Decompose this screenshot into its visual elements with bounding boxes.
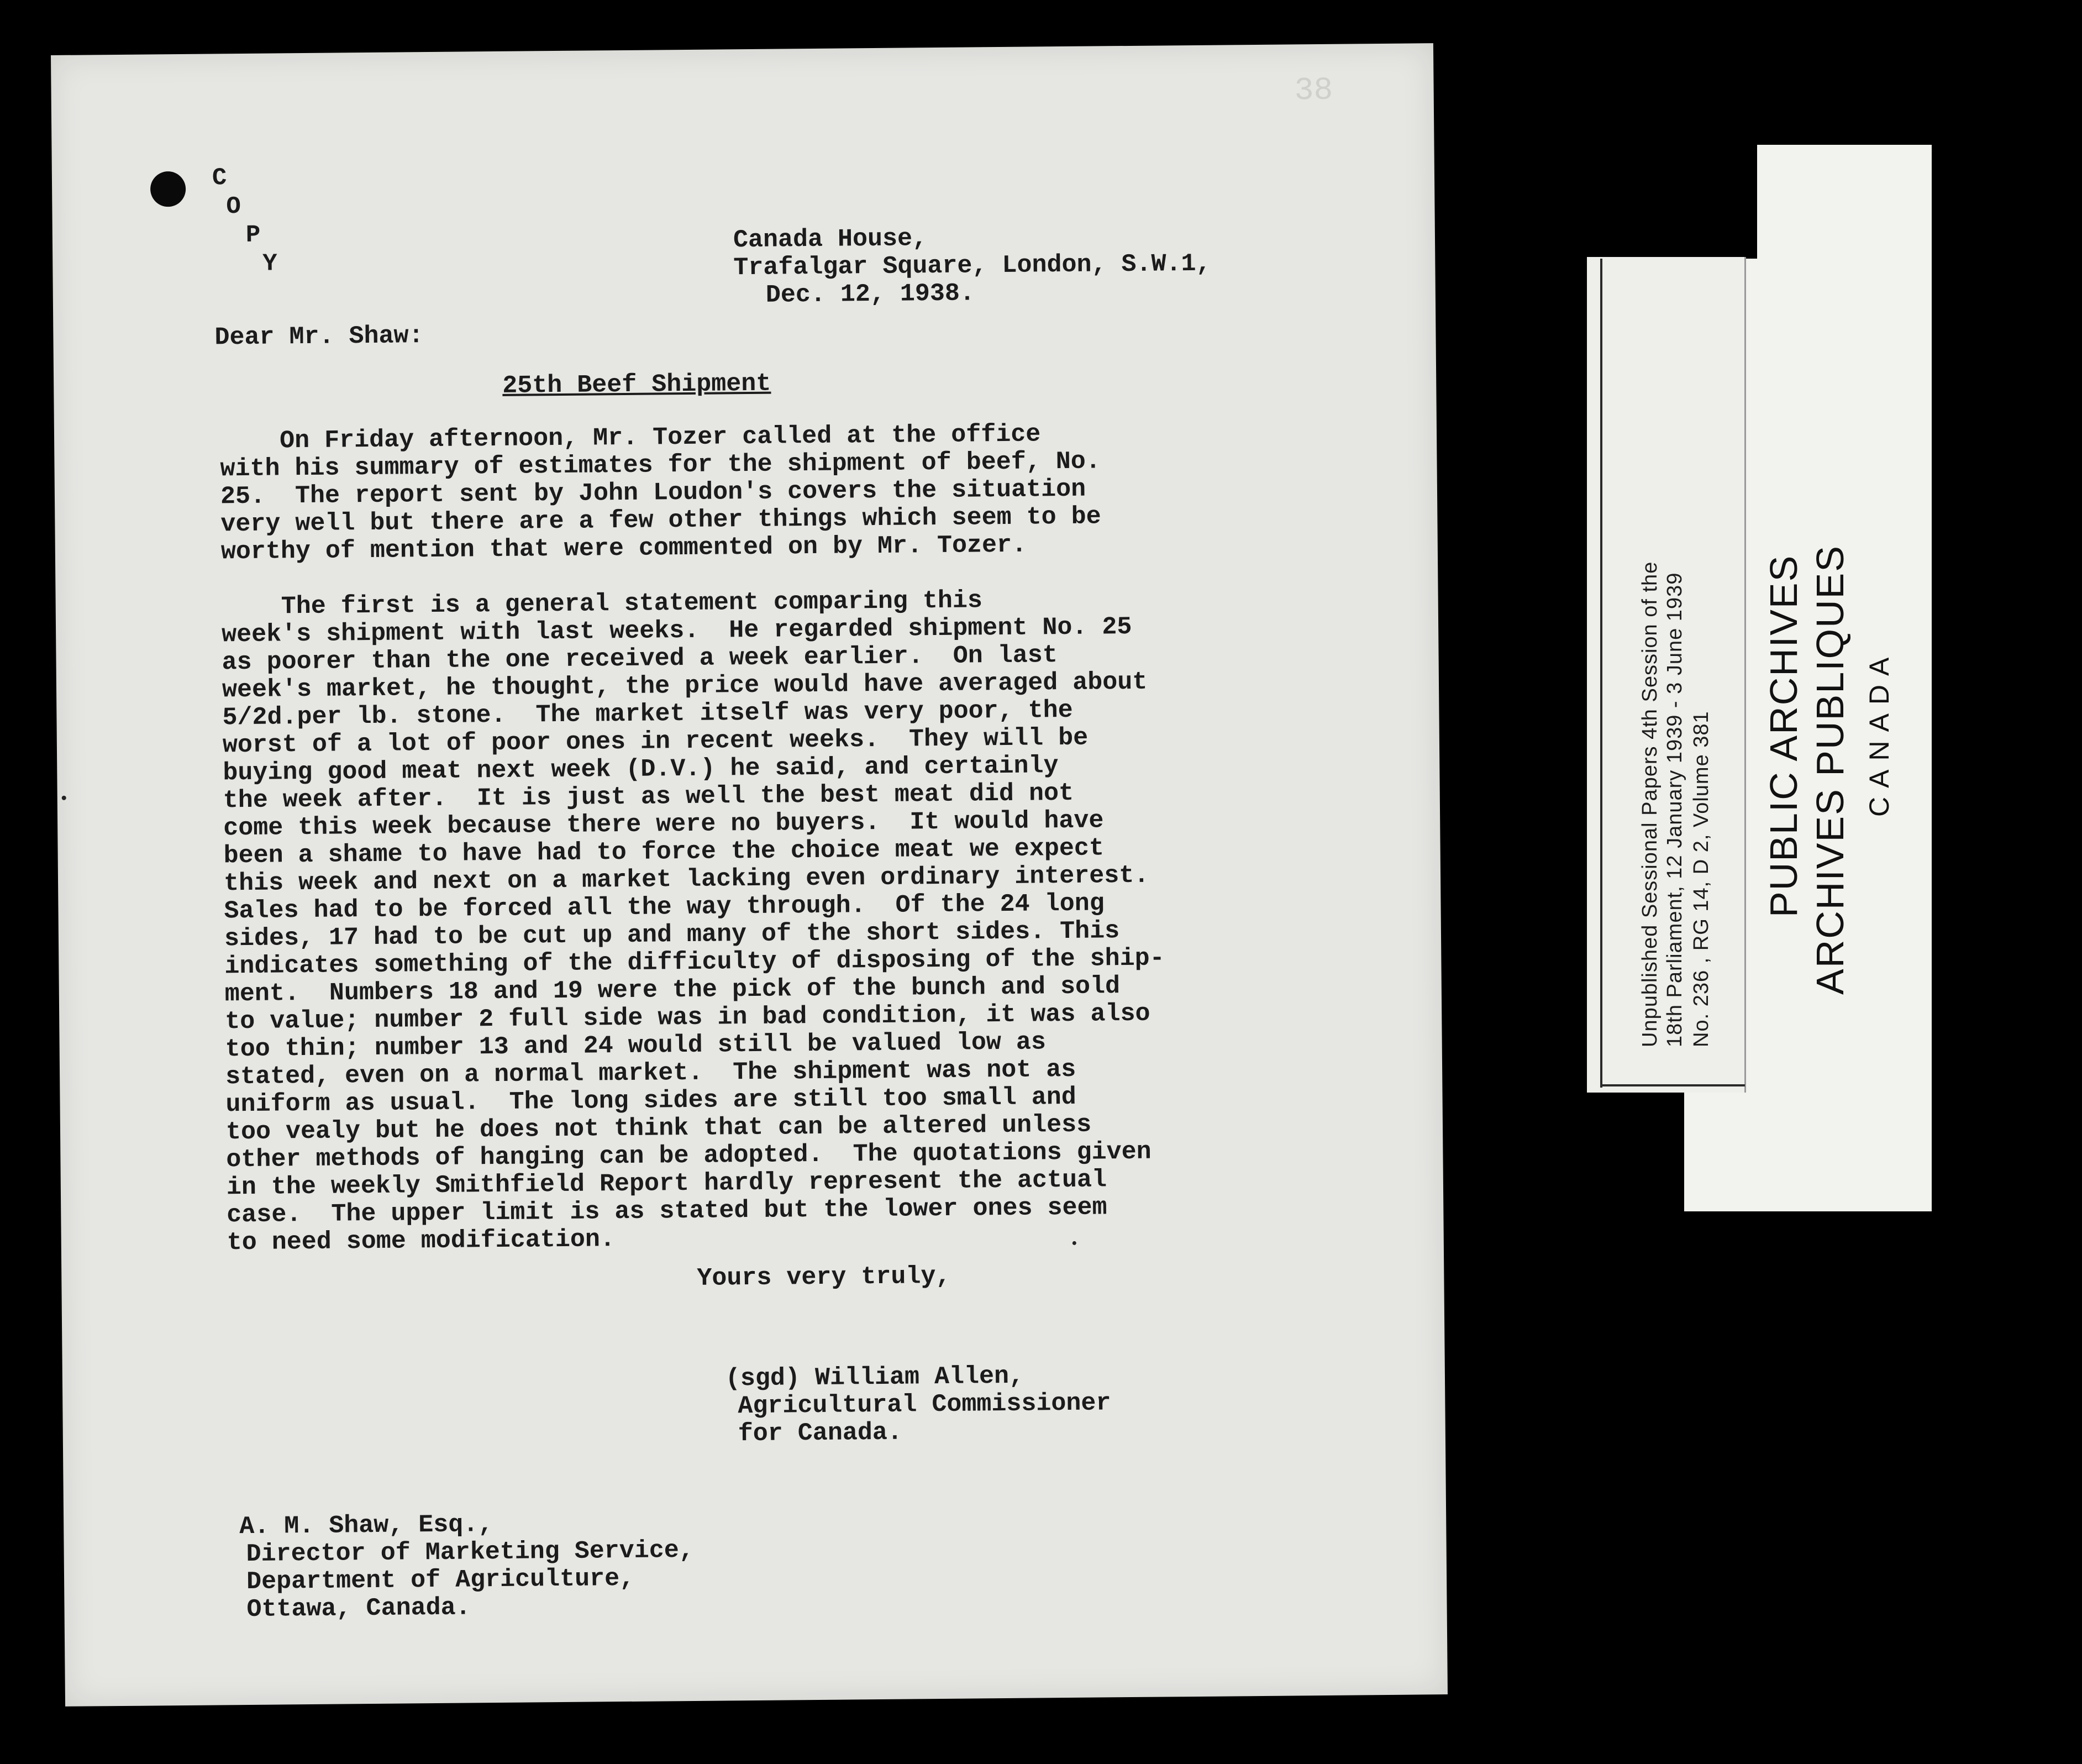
punch-hole xyxy=(150,171,186,207)
text-line: too thin; number 13 and 24 would still be valued low as xyxy=(225,1028,1047,1064)
copy-letter-o: O xyxy=(226,193,241,221)
page-number: 38 xyxy=(1294,72,1333,109)
text-line: other methods of hanging can be adopted. The quotations given xyxy=(226,1137,1152,1174)
text-line: uniform as usual. The long sides are still too small and xyxy=(225,1083,1077,1119)
sender-address xyxy=(51,43,1433,309)
label-rule xyxy=(1600,259,1602,1088)
tab-notch xyxy=(1684,145,1757,259)
text-line: to value; number 2 full side was in bad condition, it was also xyxy=(225,999,1150,1036)
text-line: to need some modification. xyxy=(227,1225,616,1257)
ink-speck xyxy=(62,796,66,800)
signature-line: (sgd) William Allen, xyxy=(725,1362,1024,1393)
text-line: Sales had to be forced all the way through. Of the 24 long xyxy=(224,889,1105,926)
text-line: worst of a lot of poor ones in recent weeks. They will be xyxy=(222,723,1089,760)
label-rule xyxy=(1600,1084,1745,1086)
text-line: been a shame to have had to force the choice meat we expect xyxy=(223,834,1105,870)
text-line: too vealy but he does not think that can be altered unless xyxy=(225,1110,1092,1147)
text-line: indicates something of the difficulty of disposing of the ship- xyxy=(224,944,1165,981)
ink-speck xyxy=(1072,1241,1076,1245)
text-line: case. The upper limit is as stated but the lower ones seem xyxy=(227,1193,1107,1230)
salutation: Dear Mr. Shaw: xyxy=(214,322,424,352)
session-line: 18th Parliament, 12 January 1939 - 3 June 1939 xyxy=(1663,572,1686,1047)
archives-english: PUBLIC ARCHIVES xyxy=(1762,554,1805,917)
text-line: very well but there are a few other things which seem to be xyxy=(220,502,1101,539)
recipient-line: Department of Agriculture, xyxy=(246,1564,635,1597)
copy-letter-c: C xyxy=(212,164,227,192)
copy-letter-p: P xyxy=(245,221,261,249)
text-line: worthy of mention that were commented on by Mr. Tozer. xyxy=(220,531,1027,566)
archives-french: ARCHIVES PUBLIQUES xyxy=(1808,545,1852,995)
letter-date: Dec. 12, 1938. xyxy=(765,279,975,309)
text-line: week's market, he thought, the price would have averaged about xyxy=(222,668,1148,705)
text-line: ment. Numbers 18 and 19 were the pick of the bunch and sold xyxy=(224,972,1121,1009)
recipient-line: A. M. Shaw, Esq., xyxy=(239,1510,493,1541)
signature-title: for Canada. xyxy=(738,1418,903,1448)
signature-title: Agricultural Commissioner xyxy=(738,1389,1111,1421)
text-line: The first is a general statement comparing this xyxy=(221,586,983,622)
session-line: Unpublished Sessional Papers 4th Session of the xyxy=(1638,561,1662,1047)
copy-letter-y: Y xyxy=(262,250,277,278)
country-label: CANADA xyxy=(1864,648,1895,817)
text-line: week's shipment with last weeks. He regarded shipment No. 25 xyxy=(221,612,1132,649)
address-line: Trafalgar Square, London, S.W.1, xyxy=(733,249,1211,282)
text-line: as poorer than the one received a week earlier. On last xyxy=(222,641,1058,677)
recipient-line: Ottawa, Canada. xyxy=(246,1593,471,1624)
text-line: sides, 17 had to be cut up and many of the short sides. This xyxy=(224,917,1120,953)
text-line: stated, even on a normal market. The shipment was not as xyxy=(225,1055,1076,1091)
letter-page xyxy=(51,43,1448,1707)
text-line: with his summary of estimates for the shipment of beef, No. xyxy=(220,447,1101,484)
subject-heading: 25th Beef Shipment xyxy=(502,369,771,400)
text-line: 25. The report sent by John Loudon's covers the situation xyxy=(220,475,1086,511)
text-line: come this week because there were no buyers. It would have xyxy=(223,806,1104,843)
reference-line: No. 236 , RG 14, D 2, Volume 381 xyxy=(1690,711,1713,1047)
text-line: On Friday afternoon, Mr. Tozer called at the office xyxy=(219,420,1041,456)
text-line: 5/2d.per lb. stone. The market itself was very poor, the xyxy=(222,696,1073,732)
address-line: Canada House, xyxy=(733,224,928,255)
recipient-line: Director of Marketing Service, xyxy=(246,1536,695,1569)
text-line: in the weekly Smithfield Report hardly represent the actual xyxy=(226,1166,1107,1202)
closing: Yours very truly, xyxy=(697,1262,951,1293)
text-line: this week and next on a market lacking even ordinary interest. xyxy=(223,861,1149,898)
text-line: the week after. It is just as well the best meat did not xyxy=(223,779,1074,815)
text-line: buying good meat next week (D.V.) he said, and certainly xyxy=(223,752,1059,788)
